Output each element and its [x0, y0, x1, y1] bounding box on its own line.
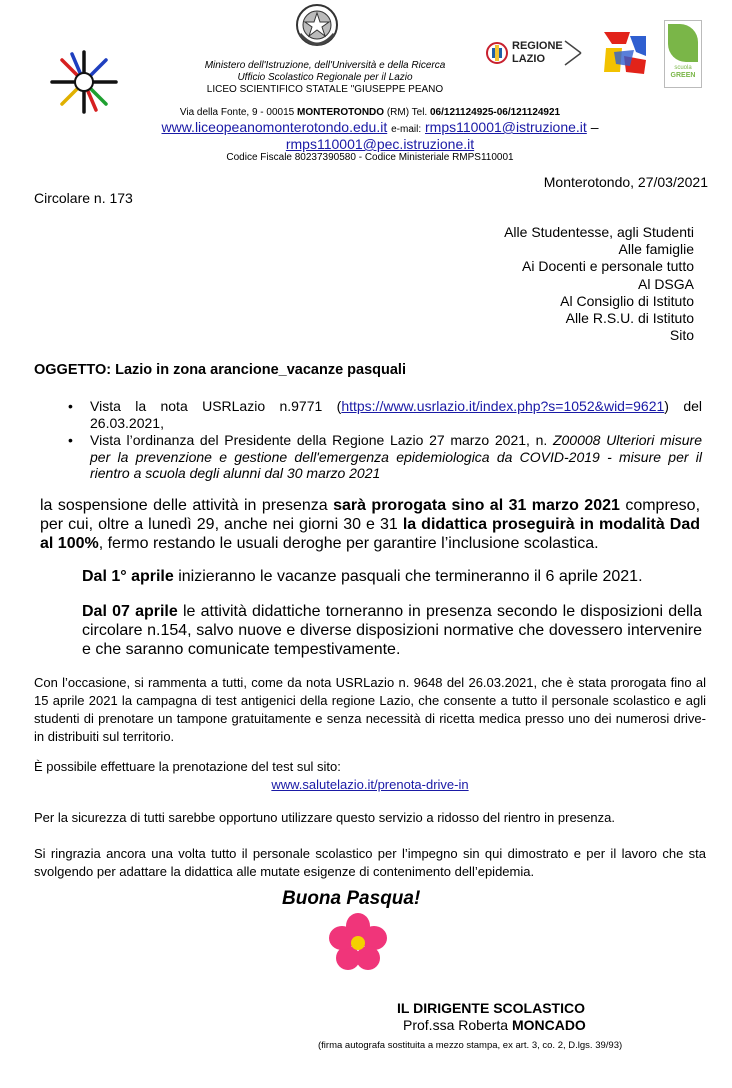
circolare-number: Circolare n. 173 — [34, 190, 133, 206]
text-run: la sospensione delle attività in presenza — [40, 497, 334, 514]
thanks-paragraph: Si ringrazia ancora una volta tutto il personale scolastico per l’impegno sin qui dimostrato e per il lavoro che sta svolgendo per adattare la didattica alle mutate esigenze di contenimento dell’epidemia. — [34, 846, 706, 879]
address-line — [130, 107, 610, 119]
address-suffix: (RM) Tel. — [384, 107, 430, 118]
recipient: Al DSGA — [637, 275, 694, 292]
regione-logo-text-2: LAZIO — [512, 53, 545, 65]
abstract-logo — [600, 26, 650, 78]
recipient: Ai Docenti e personale tutto — [522, 258, 694, 275]
easter-greeting: Buona Pasqua! — [282, 888, 421, 909]
scuola-green-logo — [664, 20, 702, 88]
safety-paragraph: Per la sicurezza di tutti sarebbe opportuno utilizzare questo servizio a ridosso del rientro in presenza. — [34, 810, 615, 825]
website-link[interactable]: www.liceopeanomonterotondo.edu.it — [161, 119, 388, 135]
subject-heading: OGGETTO: Lazio in zona arancione_vacanze pasquali — [34, 362, 406, 378]
suspension-paragraph — [40, 496, 700, 553]
signature-note: (firma autografa sostituita a mezzo stampa, ex art. 3, co. 2, D.lgs. 39/93) — [318, 1040, 623, 1051]
bullet2-ordinance: Z00008 Ulteriori misure per la prevenzione e gestione dell'emergenza epidemiologica da COVID-2019 - misure per il rientro a scuola degli alunni dal 30 marzo 2021 — [90, 432, 703, 481]
phone-number: 06/121124925-06/121124921 — [429, 107, 561, 118]
recipient: Sito — [669, 327, 694, 344]
text-run: Prof.ssa Roberta — [403, 1017, 512, 1033]
regione-logo-text-1: REGIONE — [512, 40, 563, 52]
pec-line — [100, 136, 660, 152]
address-prefix: Via della Fonte, 9 - 00015 — [179, 107, 297, 118]
address-city: MONTEROTONDO — [297, 107, 385, 118]
usrlazio-link[interactable]: https://www.usrlazio.it/index.php?s=1052&wid=9621 — [341, 398, 665, 414]
codes-line: Codice Fiscale 80237390580 - Codice Ministeriale RMPS110001 — [226, 152, 514, 163]
text-run: le attività didattiche torneranno in presenza secondo le disposizioni della circolare n.154, salvo nuove e diverse disposizioni normative che dovessero intervenire e che saranno comunicate tempestivamente. — [82, 603, 702, 658]
recipient: Alle Studentesse, agli Studenti — [504, 224, 694, 240]
recipient: Alle famiglie — [618, 241, 694, 258]
green-logo-text-2: GREEN — [670, 72, 696, 79]
list-item — [66, 432, 702, 482]
text-run: la didattica proseguirà in modalità Dad al 100% — [40, 516, 701, 552]
easter-holiday-paragraph — [82, 567, 702, 586]
ministry-line: Ministero dell'Istruzione, dell'Università e della Ricerca — [204, 60, 446, 71]
email-separator: – — [586, 119, 599, 135]
flower-icon — [312, 912, 404, 976]
text-run: inizieranno le vacanze pasquali che termineranno il 6 aprile 2021. — [173, 568, 643, 585]
text-run: compreso, per cui, oltre a lunedì 29, anche nei giorni 30 e 31 — [40, 497, 701, 533]
recipient: Alle R.S.U. di Istituto — [565, 310, 694, 327]
email-link[interactable]: rmps110001@istruzione.it — [425, 119, 587, 135]
school-logo — [44, 48, 124, 116]
testing-paragraph: Con l’occasione, si rammenta a tutti, come da nota USRLazio n. 9648 del 26.03.2021, che è stata prorogata fino al 15 aprile 2021 la campagna di test antigenici della regione Lazio, che consente a tutto il personale scolastico e agli studenti di prenotare un tampone gratuitamente e senza necessità di ricetta medica presso uno dei numerosi drive-in distribuiti sul territorio. — [34, 675, 706, 744]
text-run: Dal 1° aprile — [82, 568, 174, 585]
email-label: e-mail: — [391, 124, 422, 135]
recipients-list — [400, 224, 694, 344]
school-name: LICEO SCIENTIFICO STATALE "GIUSEPPE PEANO — [206, 84, 444, 95]
text-run: Dal 07 aprile — [82, 603, 178, 620]
text-run: MONCADO — [511, 1017, 586, 1033]
list-item — [66, 398, 702, 431]
bullet1-prefix: Vista la nota USRLazio n.9771 ( — [90, 398, 342, 414]
republic-emblem — [294, 2, 340, 52]
booking-paragraph: È possibile effettuare la prenotazione del test sul sito: — [34, 759, 341, 774]
signature-name — [403, 1017, 586, 1034]
office-line: Ufficio Scolastico Regionale per il Lazio — [237, 72, 413, 83]
resume-paragraph — [82, 602, 702, 659]
text-run: , fermo restando le usuali deroghe per garantire l’inclusione scolastica. — [98, 535, 599, 552]
salutelazio-link[interactable]: www.salutelazio.it/prenota-drive-in — [271, 777, 469, 792]
pec-link[interactable]: rmps110001@pec.istruzione.it — [285, 136, 475, 152]
bullet2-prefix: Vista l’ordinanza del Presidente della Regione Lazio 27 marzo 2021, n. — [90, 432, 553, 448]
recipient: Al Consiglio di Istituto — [560, 292, 694, 309]
signature-title: IL DIRIGENTE SCOLASTICO — [397, 1000, 585, 1016]
bullet1-suffix: ) del 26.03.2021, — [90, 398, 702, 431]
booking-link-wrap — [34, 776, 706, 794]
references-list — [66, 398, 702, 482]
place-date: Monterotondo, 27/03/2021 — [543, 174, 708, 190]
text-run: sarà prorogata sino al 31 marzo 2021 — [333, 497, 620, 514]
green-logo-text-1: scuola — [674, 65, 692, 71]
regione-lazio-logo — [485, 38, 585, 68]
